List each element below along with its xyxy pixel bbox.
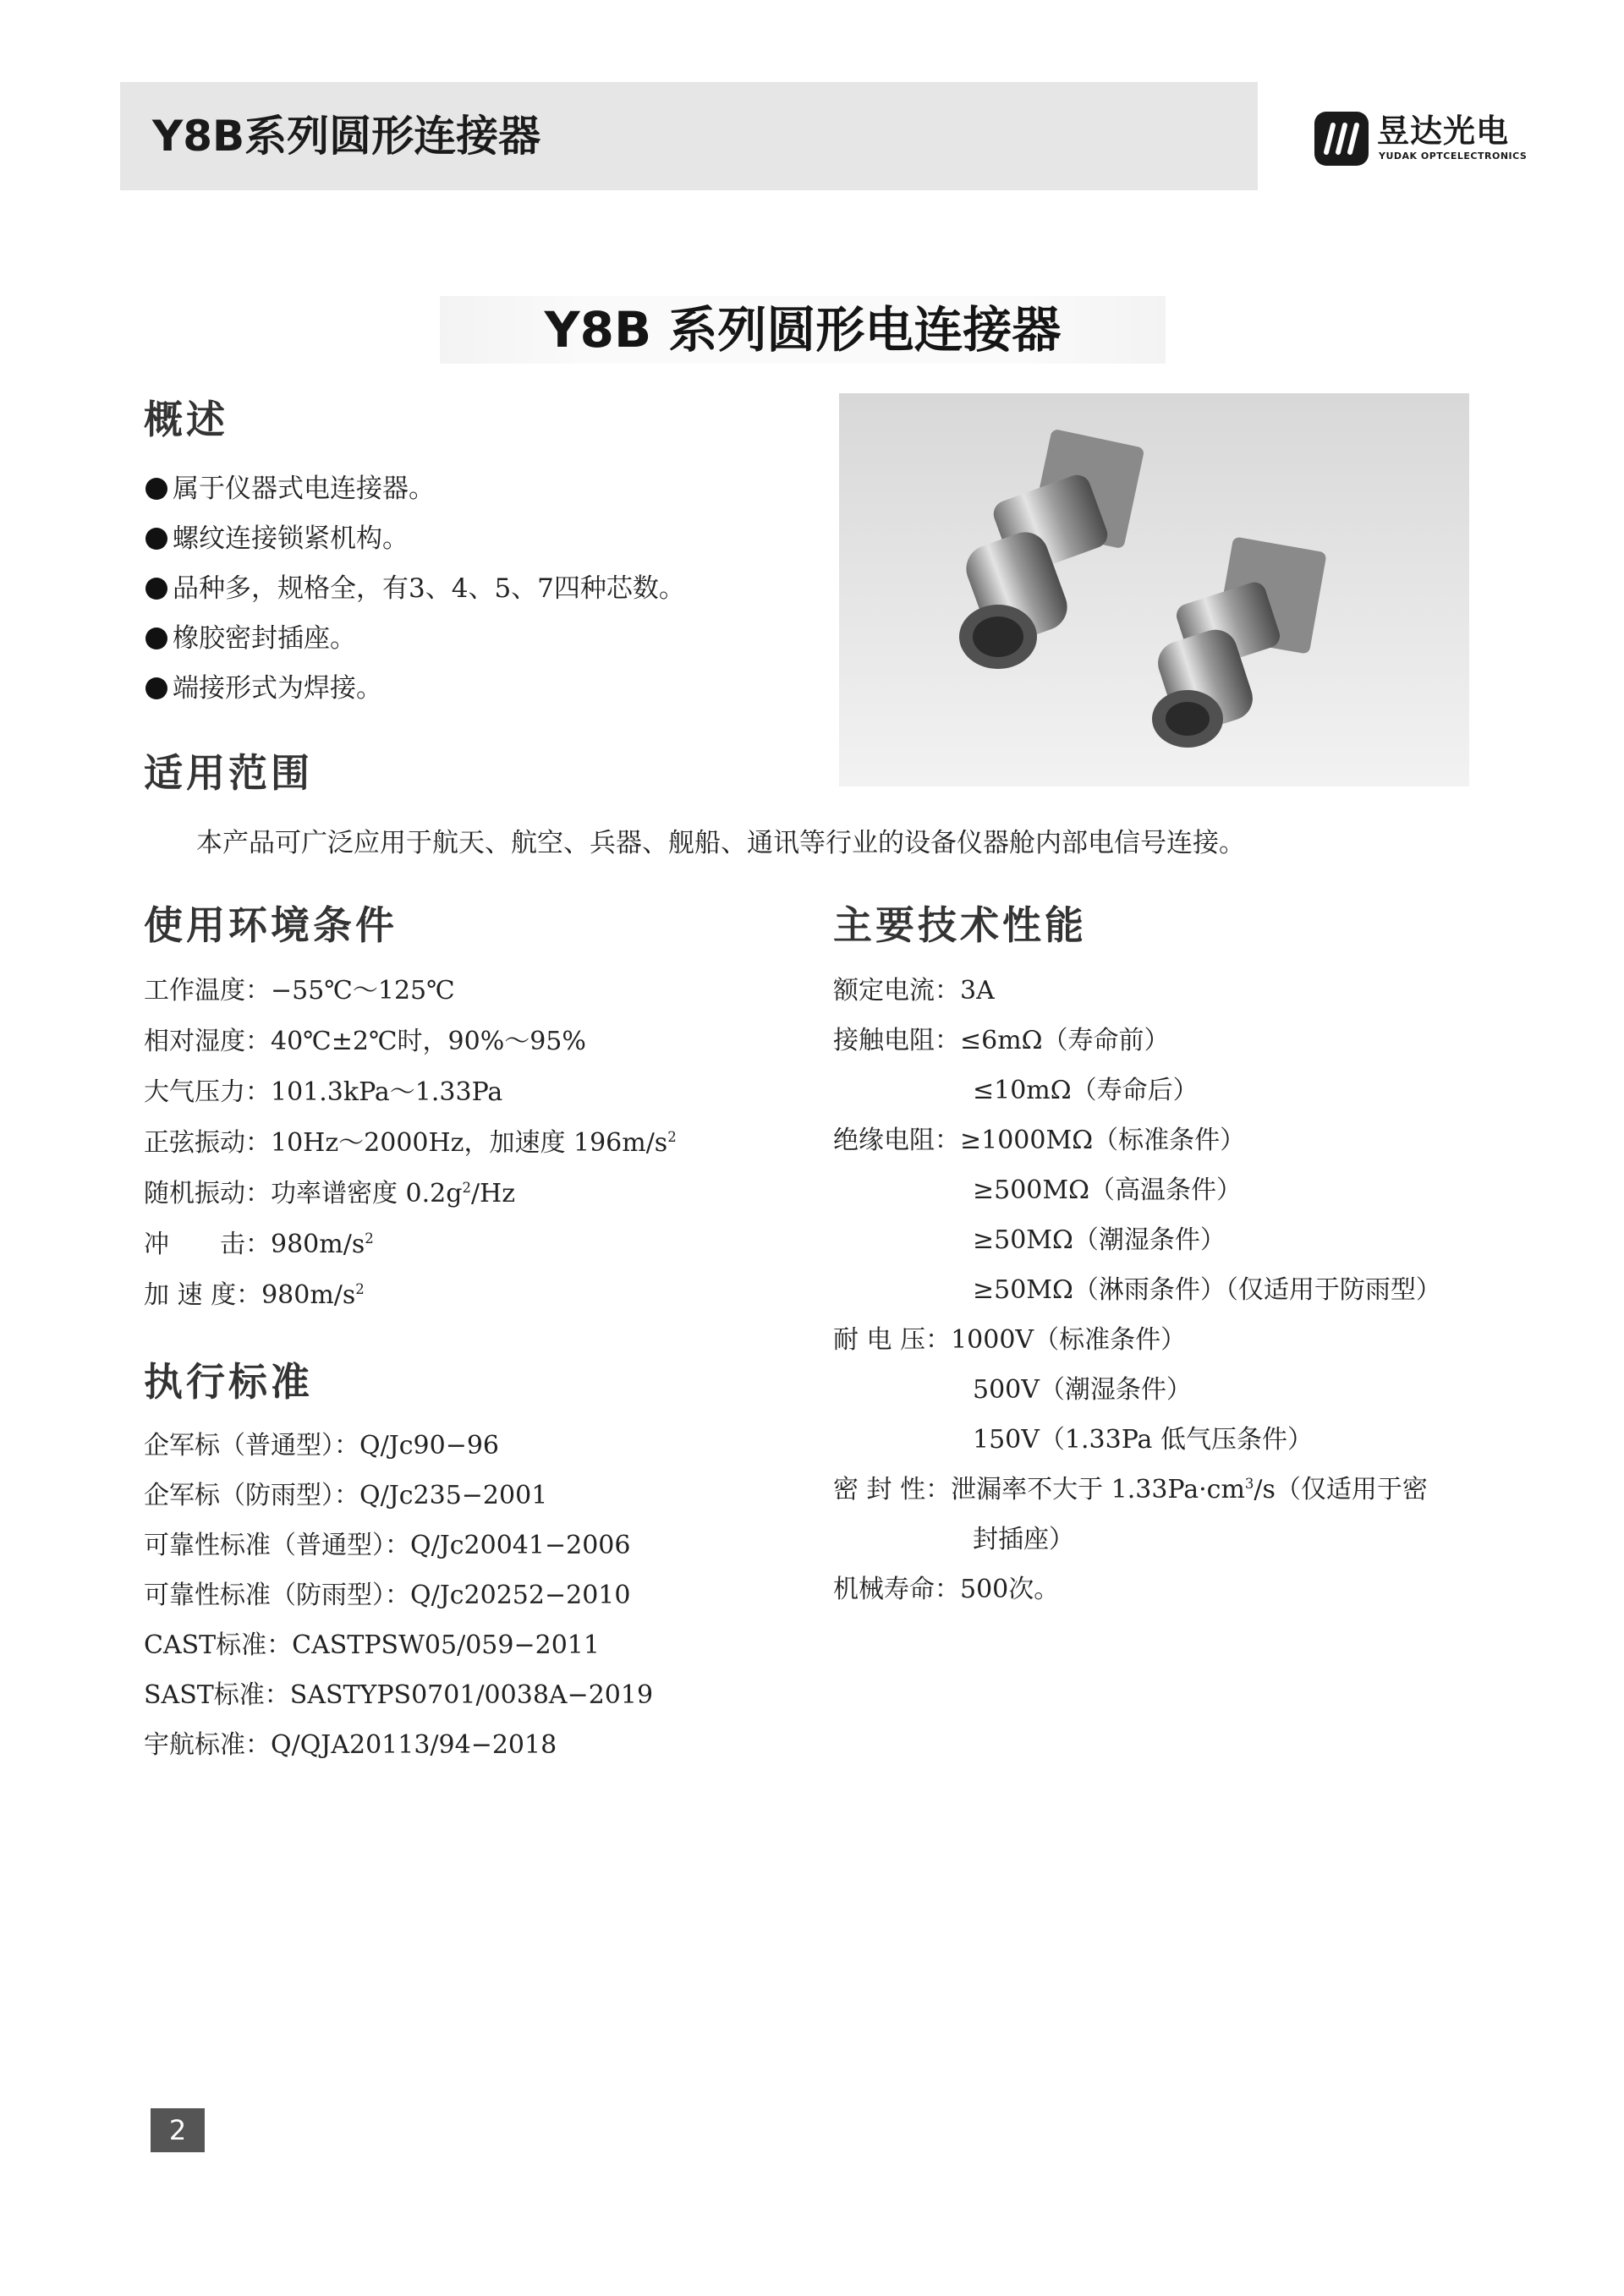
header-band — [120, 82, 1258, 190]
scope-heading: 适用范围 — [144, 750, 313, 796]
logo-name: 昱达光电 — [1377, 112, 1510, 150]
env-row: 随机振动：功率谱密度 $0.2g^2/Hz$ — [144, 1179, 516, 1208]
product-photo — [839, 393, 1469, 786]
bullet-icon — [145, 478, 167, 500]
standard-row: CAST标准：CASTPSW05/059−2011 — [144, 1630, 600, 1660]
overview-bullet: 橡胶密封插座。 — [145, 620, 356, 657]
tech-row: 密 封 性：泄漏率不大于 $1.33Pa\cdot cm^3/s$（仅适用于密 — [833, 1475, 1428, 1504]
env-row: 大气压力：101.3kPa～1.33Pa — [144, 1077, 503, 1107]
env-row: 正弦振动：10Hz～2000Hz，加速度 $196m/s^2$ — [144, 1128, 677, 1158]
page-number: 2 — [151, 2108, 205, 2152]
standard-row: 可靠性标准（普通型）：Q/Jc20041−2006 — [144, 1531, 631, 1560]
overview-bullet: 螺纹连接锁紧机构。 — [145, 520, 409, 557]
bullet-icon — [145, 677, 167, 699]
bullet-icon — [145, 578, 167, 600]
tech-row: 机械寿命：500次。 — [833, 1575, 1060, 1604]
tech-row: 额定电流：3A — [833, 976, 995, 1006]
overview-bullet: 端接形式为焊接。 — [145, 670, 382, 707]
tech-heading: 主要技术性能 — [833, 902, 1087, 948]
bullet-icon — [145, 627, 167, 649]
overview-heading: 概述 — [144, 397, 228, 442]
env-row: 工作温度：−55℃～125℃ — [144, 976, 455, 1006]
scope-text: 本产品可广泛应用于航天、航空、兵器、舰船、通讯等行业的设备仪器舱内部电信号连接。 — [196, 828, 1245, 858]
tech-row: ≥500MΩ（高温条件） — [973, 1175, 1242, 1205]
header-title: Y8B系列圆形连接器 — [152, 112, 541, 161]
overview-bullet: 品种多，规格全，有3、4、5、7四种芯数。 — [145, 570, 685, 607]
standard-row: SAST标准：SASTYPS0701/0038A−2019 — [144, 1680, 654, 1710]
standard-row: 宇航标准：Q/QJA20113/94−2018 — [144, 1730, 557, 1760]
tech-row: 封插座） — [973, 1525, 1074, 1554]
env-heading: 使用环境条件 — [144, 902, 398, 948]
doc-title: Y8B 系列圆形电连接器 — [544, 301, 1062, 359]
standard-row: 企军标（普通型）：Q/Jc90−96 — [144, 1431, 500, 1460]
standards-heading: 执行标准 — [144, 1359, 313, 1405]
tech-row: ≤10mΩ（寿命后） — [973, 1076, 1199, 1105]
standard-row: 企军标（防雨型）：Q/Jc235−2001 — [144, 1481, 548, 1510]
tech-row: 接触电阻：≤6mΩ（寿命前） — [833, 1026, 1170, 1055]
tech-row: ≥50MΩ（淋雨条件）（仅适用于防雨型） — [973, 1275, 1441, 1305]
tech-row: 500V（潮湿条件） — [973, 1375, 1192, 1405]
tech-row: 耐 电 压：1000V（标准条件） — [833, 1325, 1187, 1355]
tech-row: 150V（1.33Pa 低气压条件） — [973, 1425, 1313, 1455]
standard-row: 可靠性标准（防雨型）：Q/Jc20252−2010 — [144, 1581, 631, 1610]
env-row: 相对湿度：40℃±2℃时，90%～95% — [144, 1027, 586, 1056]
logo-mark-icon — [1313, 110, 1370, 167]
logo-subtitle: YUDAK OPTCELECTRONICS — [1379, 151, 1528, 162]
overview-bullet: 属于仪器式电连接器。 — [145, 470, 435, 507]
env-row: 加 速 度：$980m/s^2$ — [144, 1280, 365, 1310]
tech-row: 绝缘电阻：≥1000MΩ（标准条件） — [833, 1126, 1246, 1155]
env-row: 冲 击：$980m/s^2$ — [144, 1230, 374, 1259]
tech-row: ≥50MΩ（潮湿条件） — [973, 1225, 1226, 1255]
bullet-icon — [145, 528, 167, 550]
company-logo — [1313, 105, 1528, 173]
